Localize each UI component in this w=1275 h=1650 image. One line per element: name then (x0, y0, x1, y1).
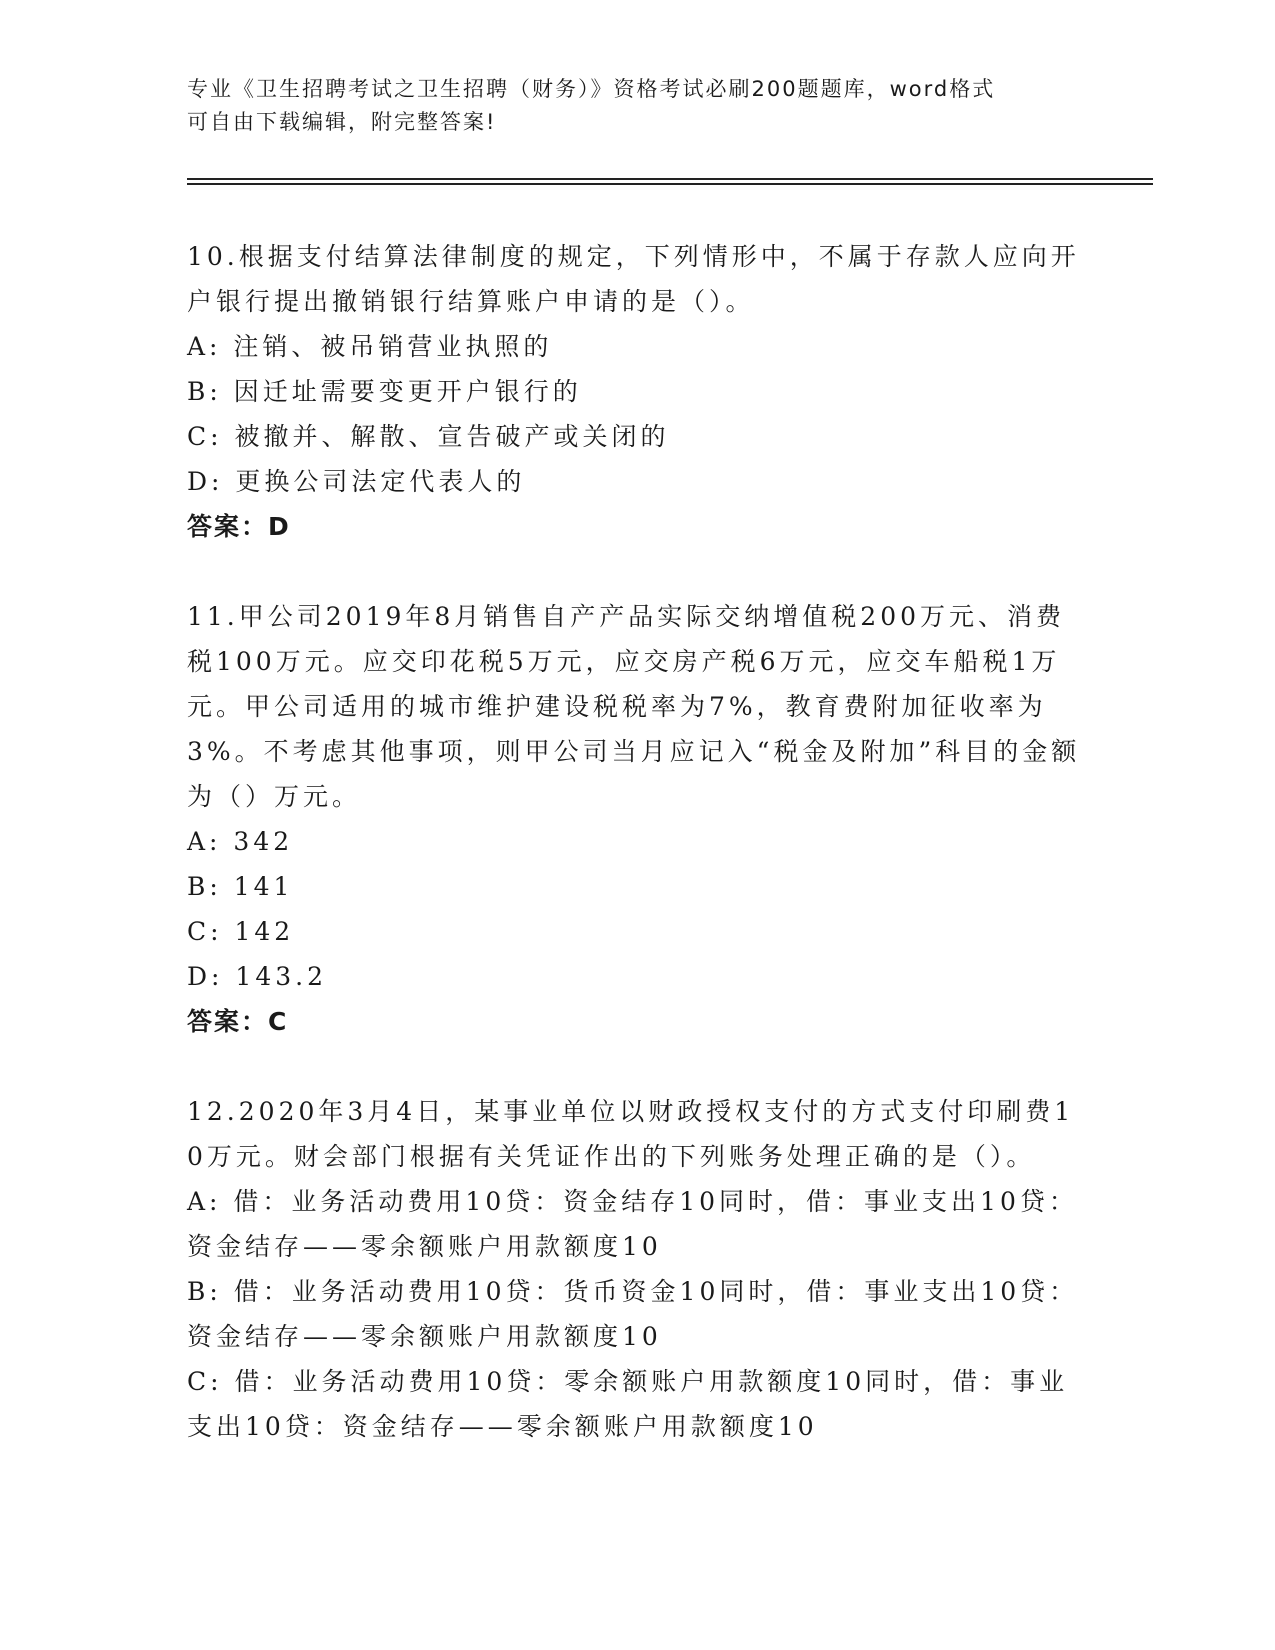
question-list (187, 234, 1087, 1494)
question-text: 12.2020年3月4日，某事业单位以财政授权支付的方式支付印刷费10万元。财会部门根据有关凭证作出的下列账务处理正确的是（）。 (187, 1097, 1075, 1171)
header-line-1: 专业《卫生招聘考试之卫生招聘（财务）》资格考试必刷200题题库，word格式 (187, 77, 996, 101)
option-a: A: 借：业务活动费用10贷：资金结存10同时，借：事业支出10贷：资金结存——零余额账户用款额度10 (187, 1187, 1078, 1261)
option-a: A: 342 (187, 827, 294, 856)
option-b: B: 借：业务活动费用10贷：货币资金10同时，借：事业支出10贷：资金结存——零余额账户用款额度10 (187, 1277, 1079, 1351)
option-d: D: 143.2 (187, 962, 327, 991)
question-12 (187, 1089, 1087, 1449)
document-header (187, 73, 1087, 139)
question-10 (187, 234, 1087, 549)
option-c: C: 被撤并、解散、宣告破产或关闭的 (187, 422, 670, 451)
header-divider-bottom (187, 183, 1153, 185)
header-line-2: 可自由下载编辑，附完整答案! (187, 110, 497, 134)
option-c: C: 借：业务活动费用10贷：零余额账户用款额度10同时，借：事业支出10贷：资金结存——零余额账户用款额度10 (187, 1367, 1069, 1441)
option-b: B: 因迁址需要变更开户银行的 (187, 377, 582, 406)
answer-label: 答案：D (187, 512, 291, 541)
option-c: C: 142 (187, 917, 295, 946)
option-d: D: 更换公司法定代表人的 (187, 467, 526, 496)
option-b: B: 141 (187, 872, 294, 901)
question-11 (187, 594, 1087, 1044)
question-text: 11.甲公司2019年8月销售自产产品实际交纳增值税200万元、消费税100万元。应交印花税5万元，应交房产税6万元，应交车船税1万元。甲公司适用的城市维护建设税税率为7%，教育费附加征收率为3%。不考虑其他事项，则甲公司当月应记入“税金及附加”科目的金额为（）万元。 (187, 602, 1081, 811)
header-divider-top (187, 178, 1153, 180)
answer-label: 答案：C (187, 1007, 289, 1036)
option-a: A: 注销、被吊销营业执照的 (187, 332, 553, 361)
question-text: 10.根据支付结算法律制度的规定，下列情形中，不属于存款人应向开户银行提出撤销银行结算账户申请的是（）。 (187, 242, 1080, 316)
